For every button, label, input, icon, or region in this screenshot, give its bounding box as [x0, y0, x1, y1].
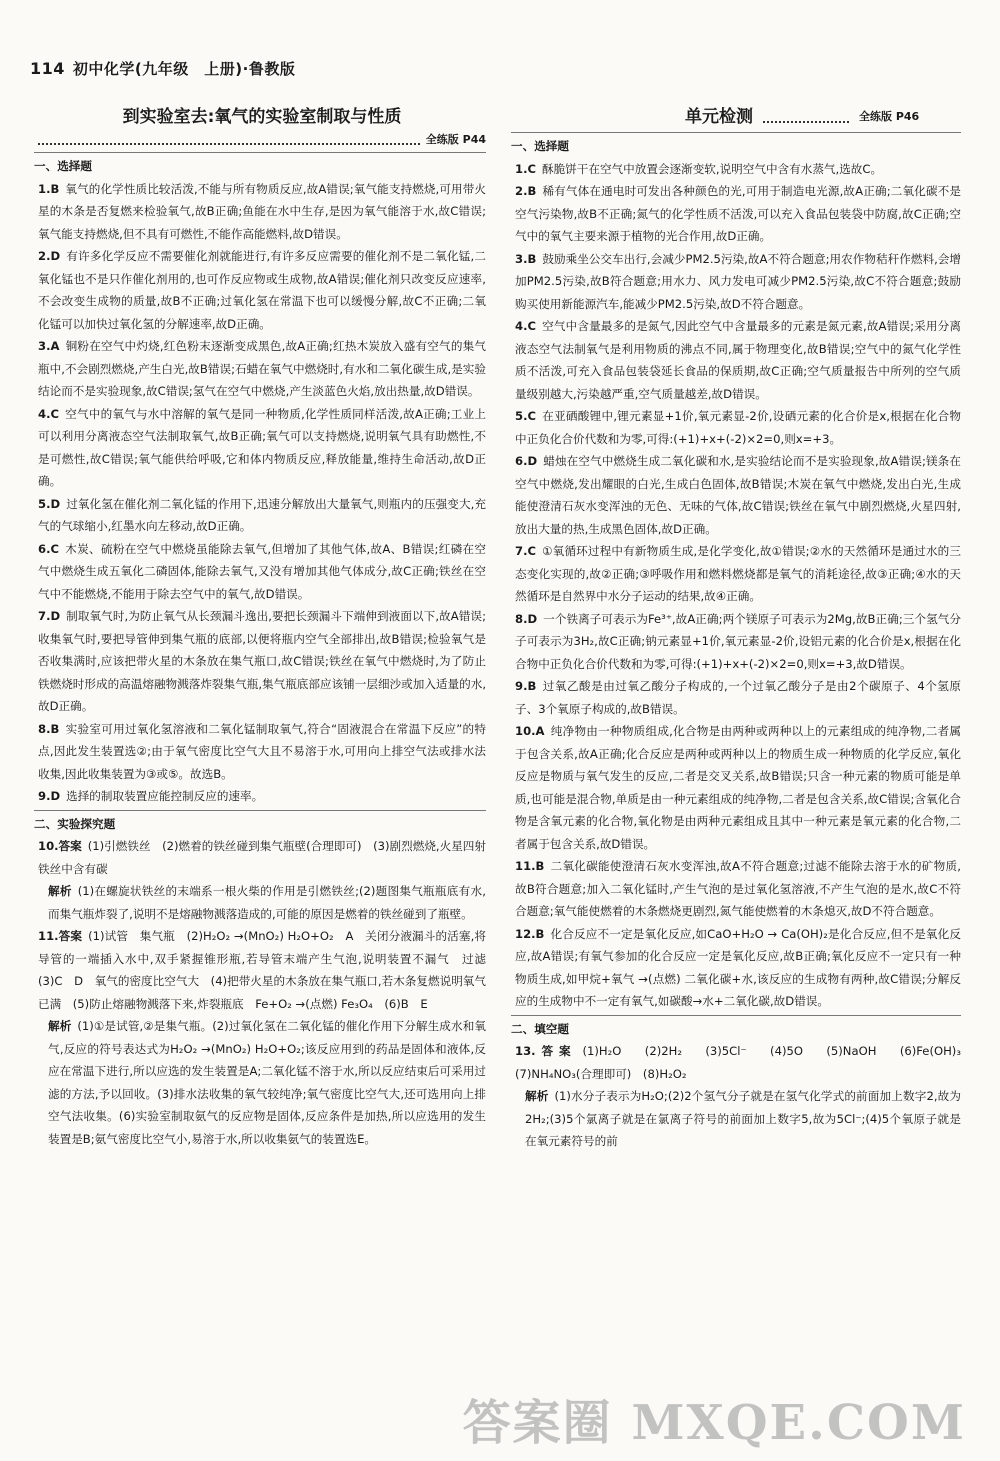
- answer-item: 1.B 氧气的化学性质比较活泼,不能与所有物质反应,故A错误;氧气能支持燃烧,可用带火星的木条是否复燃来检验氧气,故B正确;鱼能在水中生存,是因为氧气能溶于水,故C错误;氧气能支持燃烧,但不具有可燃性,不能作高能燃料,故D错误。: [38, 181, 486, 241]
- right-section-fill: 二、填空题: [511, 1015, 961, 1041]
- answer-item: 6.C 木炭、硫粉在空气中燃烧虽能除去氧气,但增加了其他气体,故A、B错误;红磷在空气中燃烧生成五氧化二磷固体,能除去氧气,又没有增加其他气体成分,故C正确;铁丝在空气中不能燃烧,不能用于除去空气中的氧气,故D错误。: [38, 541, 486, 601]
- answer-item: 7.C ①氧循环过程中有新物质生成,是化学变化,故①错误;②水的天然循环是通过水的三态变化实现的,故②正确;③呼吸作用和燃料燃烧都是氧气的消耗途径,故③正确;④水的天然循环是自然界中水分子运动的结果,故④正确。: [515, 544, 961, 603]
- right-ref: 全练版 P46: [859, 109, 920, 123]
- answer-item-13: 13.答案 (1)H₂O (2)2H₂ (3)5Cl⁻ (4)5O (5)NaOH (6)Fe(OH)₃ (7)NH₄NO₃(合理即可) (8)H₂O₂: [515, 1044, 973, 1081]
- left-section-experiment: 二、实验探究题: [34, 810, 486, 836]
- analysis-10: 解析 (1)在螺旋状铁丝的末端系一根火柴的作用是引燃铁丝;(2)题图集气瓶瓶底有水,而集气瓶炸裂了,说明不是熔融物溅落造成的,可能的原因是燃着的铁丝碰到了瓶壁。: [48, 884, 486, 921]
- left-choice-list: [38, 178, 486, 808]
- analysis-13: 解析 (1)水分子表示为H₂O;(2)2个氢气分子就是在氢气化学式的前面加上数字2,故为2H₂;(3)5个氯离子就是在氯离子符号的前面加上数字5,故为5Cl⁻;(4)5个氧原子就是在氧元素符号的前: [525, 1089, 961, 1148]
- answer-item: 10.A 纯净物由一种物质组成,化合物是由两种或两种以上的元素组成的纯净物,二者属于包含关系,故A正确;化合反应是两种或两种以上的物质生成一种物质的化学反应,氧化反应是物质与氧气发生的反应,二者是交叉关系,故B错误;只含一种元素的物质可能是单质,也可能是混合物,单质是由一种元素组成的纯净物,二者是包含关系,故C错误;含氧化合物是含氧元素的化合物,氧化物是由两种元素组成且其中一种元素是氧元素的化合物,二者属于包含关系,故D错误。: [515, 724, 961, 851]
- answer-item: 1.C 酥脆饼干在空气中放置会逐渐变软,说明空气中含有水蒸气,选故C。: [515, 161, 883, 176]
- answer-item: 8.B 实验室可用过氧化氢溶液和二氧化锰制取氧气,符合“固液混合在常温下反应”的特点,因此发生装置选②;由于氧气密度比空气大且不易溶于水,可用向上排空气法或排水法收集,因此收集装置为③或⑤。故选B。: [38, 721, 486, 781]
- answer-item: 12.B 化合反应不一定是氧化反应,如CaO+H₂O → Ca(OH)₂是化合反应,但不是氧化反应,故A错误;有氧气参加的化合反应一定是氧化反应,故B正确;氧化反应不一定只有一种物质生成,如甲烷+氧气 →(点燃) 二氧化碳+水,该反应的生成物有两种,故C错误;分解反应的生成物中不一定有氧气,如碳酸→水+二氧化碳,故D错误。: [515, 926, 961, 1008]
- page-header: [30, 58, 295, 79]
- answer-item: 2.D 有许多化学反应不需要催化剂就能进行,有许多反应需要的催化剂不是二氧化锰,二氧化锰也不是只作催化剂用的,也可作反应物或生成物,故A错误;催化剂只改变反应速率,不会改变生成物的质量,故B不正确;过氧化氢在常温下也可以缓慢分解,故C不正确;二氧化锰可以加快过氧化氢的分解速率,故D正确。: [38, 249, 486, 331]
- left-ref-row: [38, 130, 486, 150]
- right-choice-list: [515, 158, 961, 1013]
- left-ref: 全练版 P44: [425, 132, 486, 146]
- analysis-11: 解析 (1)①是试管,②是集气瓶。(2)过氧化氢在二氧化锰的催化作用下分解生成水和氧气,反应的符号表达式为H₂O₂ →(MnO₂) H₂O+O₂;该反应用到的药品是固体和液体,反应在常温下进行,所以应选的发生装置是A;二氧化锰不溶于水,所以反应结束后可采用过滤的方法,予以回收。(3)排水法收集的氧气较纯净;氧气密度比空气大,还可选用向上排空气法收集。(6)实验室制取氨气的反应物是固体,反应条件是加热,所以应选用的发生装置是B;氨气密度比空气小,易溶于水,所以收集氨气的装置选E。: [48, 1019, 486, 1146]
- answer-item: 4.C 空气中的氧气与水中溶解的氧气是同一种物质,化学性质同样活泼,故A正确;工业上可以利用分离液态空气法制取氧气,故B正确;氧气可以支持燃烧,说明氧气具有助燃性,不是可燃性,故C错误;氧气能供给呼吸,它和体内物质反应,释放能量,维持生命活动,故D正确。: [38, 406, 486, 488]
- answer-item: 6.D 蜡烛在空气中燃烧生成二氧化碳和水,是实验结论而不是实验现象,故A错误;镁条在空气中燃烧,发出耀眼的白光,生成白色固体,故B错误;木炭在氧气中燃烧,发出白光,生成能使澄清石灰水变浑浊的无色、无味的气体,故C错误;铁丝在氧气中剧烈燃烧,火星四射,放出大量的热,生成黑色固体,故D正确。: [515, 454, 961, 536]
- answer-item-10: 10.答案 (1)引燃铁丝 (2)燃着的铁丝碰到集气瓶壁(合理即可) (3)剧烈燃烧,火星四射 铁丝中含有碳: [38, 839, 498, 876]
- answer-item: 11.B 二氧化碳能使澄清石灰水变浑浊,故A不符合题意;过滤不能除去溶于水的矿物质,故B符合题意;加入二氧化锰时,产生气泡的是过氧化氢溶液,不产生气泡的是水,故C不符合题意;氧气能使燃着的木条燃烧更剧烈,氮气能使燃着的木条熄灭,故D不符合题意。: [515, 859, 961, 918]
- left-title: 到实验室去:氧气的实验室制取与性质: [122, 107, 402, 127]
- answer-item: 3.A 铜粉在空气中灼烧,红色粉末逐渐变成黑色,故A正确;红热木炭放入盛有空气的集气瓶中,不会剧烈燃烧,产生白光,故B错误;石蜡在氧气中燃烧时,有水和二氧化碳生成,是实验结论而不是实验现象,故C错误;氢气在空气中燃烧,产生淡蓝色火焰,放出热量,故D错误。: [38, 339, 486, 398]
- answer-item: 4.C 空气中含量最多的是氮气,因此空气中含量最多的元素是氮元素,故A错误;采用分离液态空气法制氧气是利用物质的沸点不同,属于物理变化,故B错误;空气中的氮气化学性质不活泼,可充入食品包装袋延长食品的保质期,故C正确;空气质量报告中所列的空气质量级别越大,污染越严重,空气质量越差,故D错误。: [515, 319, 961, 401]
- watermark-logo: 答案圈 MXQE.COM: [462, 1395, 966, 1451]
- answer-item: 9.B 过氧乙酸是由过氧乙酸分子构成的,一个过氧乙酸分子是由2个碳原子、4个氢原子、3个氧原子构成的,故B错误。: [515, 679, 961, 716]
- answer-item: 5.C 在亚硒酸锂中,锂元素显+1价,氧元素显-2价,设硒元素的化合价是x,根据在化合物中正负化合价代数和为零,可得:(+1)+x+(-2)×2=0,则x=+3。: [515, 409, 961, 446]
- right-title-row: [685, 104, 961, 130]
- answer-item: 9.D 选择的制取装置应能控制反应的速率。: [38, 789, 264, 803]
- dot-leader: [38, 135, 420, 145]
- right-section-choice: 一、选择题: [511, 132, 961, 158]
- answer-item: 3.B 鼓励乘坐公交车出行,会减少PM2.5污染,故A不符合题意;用农作物秸秆作燃料,会增加PM2.5污染,故B符合题意;用水力、风力发电可减少PM2.5污染,故C不符合题意;鼓励购买使用新能源汽车,能减少PM2.5污染,故D不符合题意。: [515, 251, 961, 311]
- dot-leader: [763, 111, 849, 123]
- answer-item-11: 11.答案 (1)试管 集气瓶 (2)H₂O₂ →(MnO₂) H₂O+O₂ A 关闭分液漏斗的活塞,将导管的一端插入水中,双手紧握锥形瓶,若导管末端产生气泡,说明装置不漏气 过滤 (3)C D 氧气的密度比空气大 (4)把带火星的木条放在集气瓶口,若木条复燃说明氧气已满 (5)防止熔融物溅落下来,炸裂瓶底 Fe+O₂ →(点燃) Fe₃O₄ (6)B E: [38, 929, 498, 1011]
- right-column: [511, 104, 973, 1153]
- right-title: 单元检测: [685, 106, 753, 127]
- answer-item: 2.B 稀有气体在通电时可发出各种颜色的光,可用于制造电光源,故A正确;二氧化碳不是空气污染物,故B不正确;氮气的化学性质不活泼,可以充入食品包装袋中防腐,故C正确;空气中的氧气主要来源于植物的光合作用,故D正确。: [515, 184, 961, 243]
- answer-item: 7.D 制取氧气时,为防止氧气从长颈漏斗逸出,要把长颈漏斗下端伸到液面以下,故A错误;收集氧气时,要把导管伸到集气瓶的底部,以便将瓶内空气全部排出,故B错误;检验氧气是否收集满时,应该把带火星的木条放在集气瓶口,故C错误;铁丝在氧气中燃烧时,为了防止铁燃烧时形成的高温熔融物溅落炸裂集气瓶,集气瓶底部应该铺一层细沙或加入适量的水,故D正确。: [38, 609, 486, 713]
- left-section-choice: 一、选择题: [34, 152, 486, 178]
- book-title: 初中化学(九年级 上册)·鲁教版: [72, 60, 296, 78]
- left-column: [34, 104, 498, 1150]
- answer-item: 8.D 一个铁离子可表示为Fe³⁺,故A正确;两个镁原子可表示为2Mg,故B正确;三个氢气分子可表示为3H₂,故C正确;钠元素显+1价,氧元素显-2价,设铝元素的化合价是x,根据在化合物中正负化合价代数和为零,可得:(+1)+x+(-2)×2=0,则x=+3,故D错误。: [515, 611, 961, 671]
- page-number: 114: [30, 59, 65, 78]
- answer-item: 5.D 过氧化氢在催化剂二氧化锰的作用下,迅速分解放出大量氧气,则瓶内的压强变大,充气的气球缩小,红墨水向左移动,故D正确。: [38, 496, 486, 533]
